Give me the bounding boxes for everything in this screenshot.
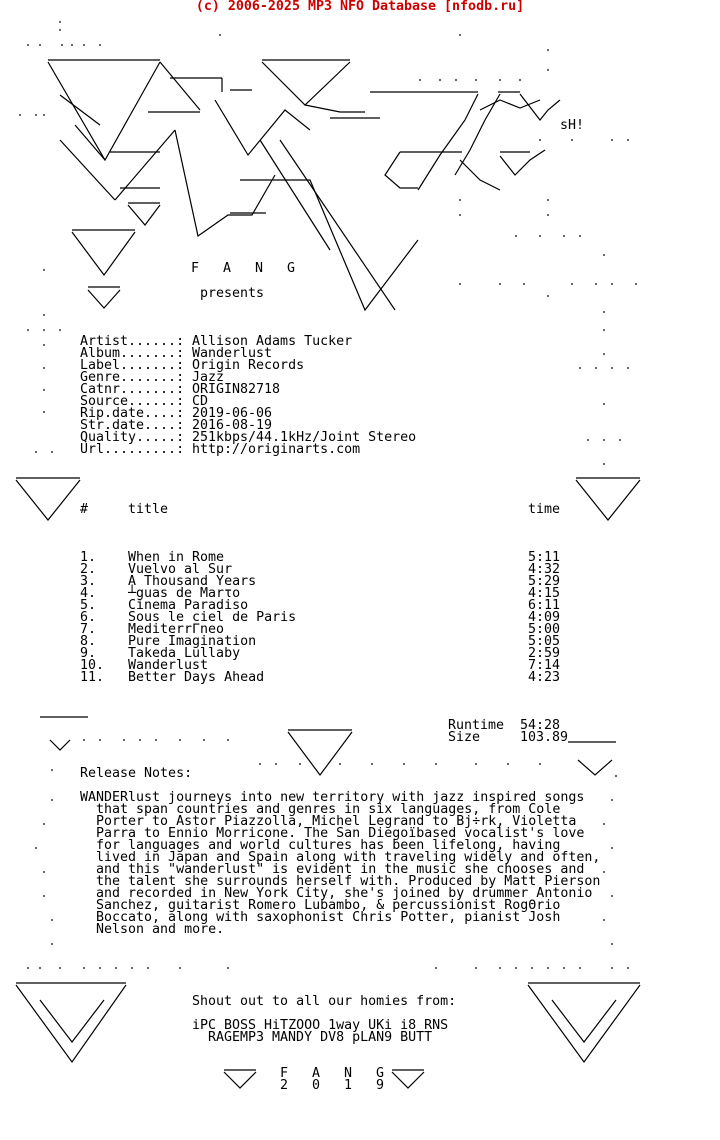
track-num: 10. [80,658,105,673]
track-title: Vuelvo al Sur [128,562,233,577]
track-num: 1. [80,550,97,565]
info-artist: Allison Adams Tucker [192,334,353,349]
info-key: Artist......: [80,334,185,349]
info-key: Rip.date....: [80,406,185,421]
sh-tag: sH! [560,118,585,133]
groups-line-1: iPC BOSS HiTZOOO 1way UKi i8 RNS [192,1018,449,1033]
track-num: 6. [80,610,97,625]
track-time: 7:14 [528,658,561,673]
track-title: Sous le ciel de Paris [128,610,297,625]
info-label: Origin Records [192,358,305,373]
info-key: Label.......: [80,358,185,373]
notes-line: Nelson and more. [80,922,225,937]
track-num: 8. [80,634,97,649]
track-title: Takeda Lullaby [128,646,241,661]
notes-line: Sanchez, guitarist Romero Lubambo, & percussionist RogΘrio [80,898,561,913]
track-title: ┴guas de Marτo [128,586,241,601]
info-key: Genre.......: [80,370,185,385]
presents-label: presents [200,286,265,301]
info-key: Quality.....: [80,430,185,445]
col-num-header: # [80,502,89,517]
shout-out: Shout out to all our homies from: [192,994,457,1009]
track-time: 6:11 [528,598,561,613]
track-title: Cinema Paradiso [128,598,249,613]
track-time: 4:09 [528,610,561,625]
info-url: http://originarts.com [192,442,361,457]
footer-group: F A N G [280,1066,393,1081]
size-label: Size [448,730,481,745]
track-time: 4:15 [528,586,561,601]
track-time: 4:23 [528,670,561,685]
group-name: F A N G [191,261,304,276]
track-num: 2. [80,562,97,577]
notes-line: Boccato, along with saxophonist Chris Potter, pianist Josh [80,910,561,925]
track-time: 4:32 [528,562,561,577]
info-source: CD [192,394,209,409]
site-banner: (c) 2006-2025 MP3 NFO Database [nfodb.ru] [195,0,525,14]
track-time: 5:00 [528,622,561,637]
track-title: Better Days Ahead [128,670,265,685]
track-time: 5:11 [528,550,561,565]
info-key: Catnr.......: [80,382,185,397]
info-str-date: 2016-08-19 [192,418,273,433]
track-title: Pure Imagination [128,634,257,649]
track-time: 5:29 [528,574,561,589]
col-title-header: title [128,502,169,517]
notes-line: the talent she surrounds herself with. Produced by Matt Pierson [80,874,601,889]
info-catnr: ORIGIN82718 [192,382,281,397]
col-time-header: time [528,502,561,517]
info-key: Album.......: [80,346,185,361]
track-num: 4. [80,586,97,601]
track-num: 9. [80,646,97,661]
info-album: Wanderlust [192,346,273,361]
notes-line: lived in Japan and Spain along with traveling widely and often, [80,850,601,865]
track-title: When in Rome [128,550,225,565]
info-rip-date: 2019-06-06 [192,406,273,421]
info-key: Str.date....: [80,418,185,433]
track-num: 7. [80,622,97,637]
footer-year: 2 0 1 9 [280,1078,393,1093]
notes-line: Porter to Astor Piazzolla, Michel Legrand to Bj÷rk, Violetta [80,814,577,829]
track-time: 5:05 [528,634,561,649]
notes-line: and recorded in New York City, she's joined by drummer Antonio [80,886,593,901]
runtime-label: Runtime [448,718,505,733]
info-genre: Jazz [192,370,225,385]
track-num: 11. [80,670,105,685]
track-num: 3. [80,574,97,589]
runtime-value: 54:28 [520,718,561,733]
track-title: MediterrΓneo [128,622,225,637]
track-num: 5. [80,598,97,613]
notes-line: and this "wanderlust" is evident in the music she chooses and [80,862,585,877]
notes-line: Parra to Ennio Morricone. The San Diegoïbased vocalist's love [80,826,585,841]
info-quality: 251kbps/44.1kHz/Joint Stereo [192,430,417,445]
track-time: 2:59 [528,646,561,661]
notes-line: for languages and world cultures has been lifelong, having [80,838,561,853]
notes-line: that span countries and genres in six languages, from Cole [80,802,561,817]
notes-line: WANDERlust journeys into new territory with jazz inspired songs [80,790,585,805]
groups-line-2: RAGEMP3 MANDY DV8 pLAN9 BUTT [208,1030,433,1045]
info-key: Url.........: [80,442,185,457]
track-title: A Thousand Years [128,574,257,589]
notes-heading: Release Notes: [80,766,193,781]
info-key: Source......: [80,394,185,409]
size-value: 103.89 [520,730,569,745]
track-title: Wanderlust [128,658,209,673]
